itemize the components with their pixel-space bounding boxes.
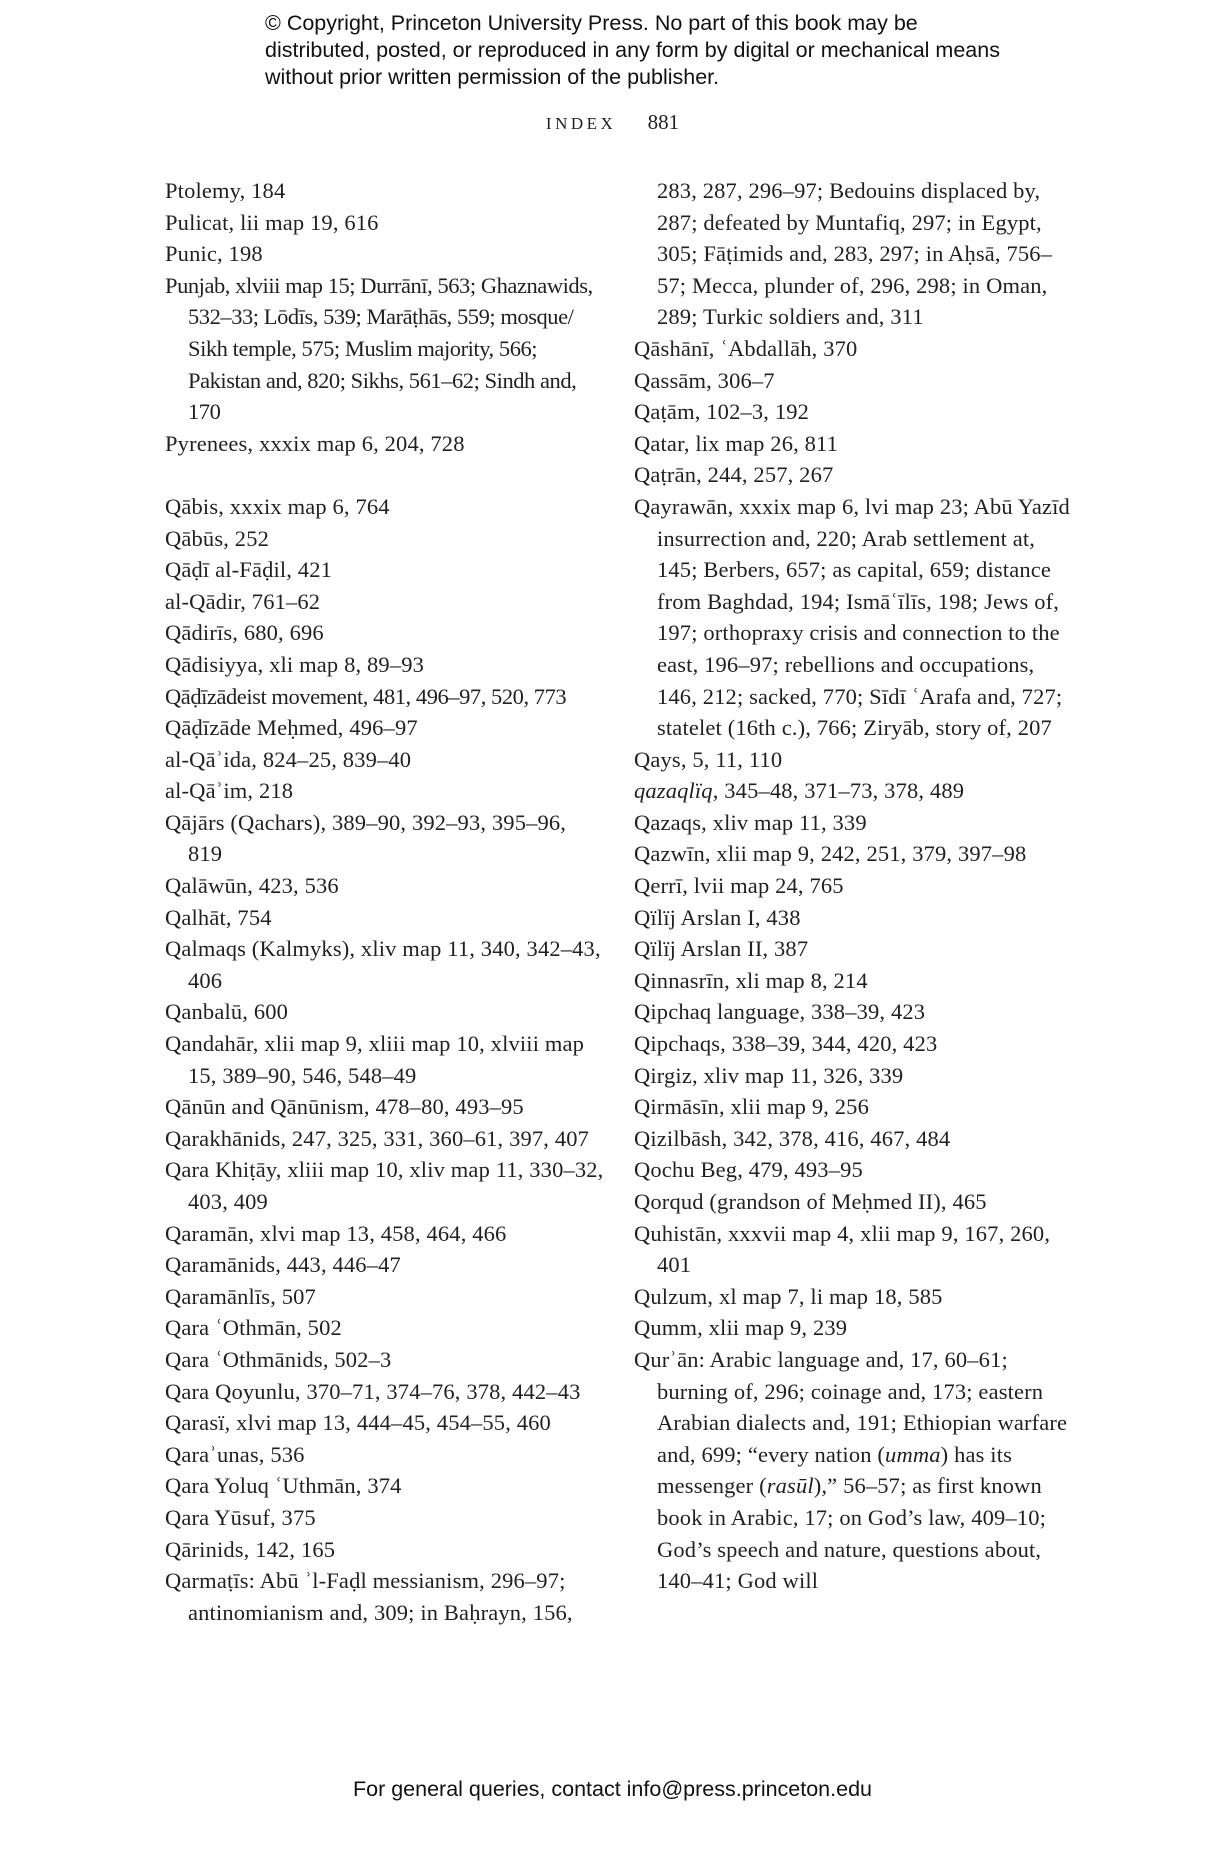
index-entry bbox=[634, 870, 1074, 902]
index-entry bbox=[165, 933, 605, 996]
page-number: 881 bbox=[647, 110, 680, 134]
entry-text: Qāḍīzādeist movement, 481, 496–97, 520, 773 bbox=[165, 683, 567, 709]
entry-text: Qādisiyya, xli map 8, 89–93 bbox=[165, 651, 425, 677]
entry-text: Qara Yūsuf, 375 bbox=[165, 1504, 316, 1530]
entry-text: , 345–48, 371–73, 378, 489 bbox=[712, 778, 965, 804]
index-entry bbox=[165, 523, 605, 555]
entry-text: Qulzum, xl map 7, li map 18, 585 bbox=[634, 1283, 943, 1309]
index-entry bbox=[634, 365, 1074, 397]
index-entry bbox=[165, 744, 605, 776]
index-entry bbox=[165, 1028, 605, 1091]
entry-text: Qarmaṭīs: Abū ʾl-Faḍl messianism, 296–97; antinomianism and, 309; in Baḥrayn, 156, bbox=[165, 1568, 573, 1625]
entry-text: Qochu Beg, 479, 493–95 bbox=[634, 1157, 863, 1183]
index-entry bbox=[165, 207, 605, 239]
italic-term: umma bbox=[885, 1441, 941, 1467]
entry-text: Qïlïj Arslan I, 438 bbox=[634, 904, 801, 930]
copyright-notice: © Copyright, Princeton University Press. No part of this book may be distributed, posted, or reproduced in any form by digital or mechanical means without prior written permission of the publisher. bbox=[265, 11, 1000, 89]
index-entry bbox=[634, 459, 1074, 491]
entry-text: Qazaqs, xliv map 11, 339 bbox=[634, 809, 867, 835]
entry-text: Qurʾān: Arabic language and, 17, 60–61; burning of, 296; coinage and, 173; eastern Arabian dialects and, 191; Ethiopian warfare and, 699; “every nation ( bbox=[634, 1346, 1068, 1467]
entry-text: Qïlïj Arslan II, 387 bbox=[634, 936, 809, 962]
index-entry bbox=[165, 649, 605, 681]
entry-text: Qāḍī al-Fāḍil, 421 bbox=[165, 557, 333, 583]
index-entry bbox=[165, 712, 605, 744]
index-entry bbox=[165, 428, 605, 460]
entry-text: Qalāwūn, 423, 536 bbox=[165, 873, 339, 899]
entry-text: Qara Khiṭāy, xliii map 10, xliv map 11, 330–32, 403, 409 bbox=[165, 1157, 604, 1214]
index-entry bbox=[165, 996, 605, 1028]
entry-text: ) has its messenger ( bbox=[657, 1441, 1013, 1499]
entry-text: Qazwīn, xlii map 9, 242, 251, 379, 397–98 bbox=[634, 841, 1027, 867]
entry-text: Qerrī, lvii map 24, 765 bbox=[634, 873, 844, 899]
entry-text: Qara ʿOthmānids, 502–3 bbox=[165, 1346, 392, 1372]
index-entry bbox=[165, 1376, 605, 1408]
entry-text: Qalhāt, 754 bbox=[165, 904, 272, 930]
entry-text: Qāshānī, ʿAbdallāh, 370 bbox=[634, 335, 858, 361]
italic-term: rasūl bbox=[766, 1473, 814, 1499]
entry-text: Qumm, xlii map 9, 239 bbox=[634, 1315, 848, 1341]
entry-text: Qājārs (Qachars), 389–90, 392–93, 395–96, 819 bbox=[165, 809, 567, 867]
letter-section-gap bbox=[165, 459, 605, 491]
index-entry bbox=[165, 1123, 605, 1155]
index-entry bbox=[165, 1470, 605, 1502]
index-entry bbox=[634, 775, 1074, 807]
entry-text: Qizilbāsh, 342, 378, 416, 467, 484 bbox=[634, 1125, 951, 1151]
index-entry bbox=[165, 1344, 605, 1376]
entry-text: Qāḍīzāde Meḥmed, 496–97 bbox=[165, 715, 418, 741]
index-entry bbox=[634, 1312, 1074, 1344]
index-entry bbox=[165, 238, 605, 270]
entry-text: Qaraʾunas, 536 bbox=[165, 1441, 305, 1467]
italic-headword: qazaqlïq bbox=[634, 778, 713, 804]
entry-text: al-Qāʾida, 824–25, 839–40 bbox=[165, 746, 412, 772]
entry-text: Qirmāsīn, xlii map 9, 256 bbox=[634, 1094, 869, 1120]
entry-text: Pyrenees, xxxix map 6, 204, 728 bbox=[165, 430, 465, 456]
index-entry bbox=[634, 428, 1074, 460]
index-entry bbox=[165, 1565, 605, 1628]
entry-text: Qaṭrān, 244, 257, 267 bbox=[634, 462, 834, 488]
index-entry bbox=[634, 965, 1074, 997]
index-column-right bbox=[634, 175, 1074, 1597]
entry-text: Qassām, 306–7 bbox=[634, 367, 775, 393]
entry-text: al-Qāʾim, 218 bbox=[165, 778, 294, 804]
entry-text: 283, 287, 296–97; Bedouins displaced by, 287; defeated by Muntafiq, 297; in Egypt, 305; Fāṭimids and, 283, 297; in Aḥsā, 756–57; Mecca, plunder of, 296, 298; in Oman, 289; Turkic soldiers and, 311 bbox=[657, 178, 1053, 330]
index-entry bbox=[165, 870, 605, 902]
index-entry bbox=[634, 333, 1074, 365]
index-entry bbox=[165, 1281, 605, 1313]
index-entry bbox=[165, 175, 605, 207]
index-entry bbox=[165, 1502, 605, 1534]
index-entry bbox=[634, 1281, 1074, 1313]
entry-text: Qādirīs, 680, 696 bbox=[165, 620, 324, 646]
running-head bbox=[0, 110, 1225, 135]
entry-text: Qābis, xxxix map 6, 764 bbox=[165, 493, 390, 519]
index-entry bbox=[634, 807, 1074, 839]
index-entry bbox=[634, 1186, 1074, 1218]
entry-text: Qalmaqs (Kalmyks), xliv map 11, 340, 342–43, 406 bbox=[165, 936, 601, 993]
index-entry bbox=[634, 902, 1074, 934]
entry-text: Pulicat, lii map 19, 616 bbox=[165, 209, 379, 235]
entry-text: Qaramānlīs, 507 bbox=[165, 1283, 316, 1309]
index-entry-continued bbox=[634, 175, 1074, 333]
index-entry bbox=[165, 1218, 605, 1250]
index-entry bbox=[634, 1218, 1074, 1281]
index-entry bbox=[634, 396, 1074, 428]
index-column-left bbox=[165, 175, 605, 1628]
index-entry bbox=[634, 1091, 1074, 1123]
entry-text: al-Qādir, 761–62 bbox=[165, 588, 321, 614]
index-entry bbox=[165, 270, 605, 428]
entry-text: Qandahār, xlii map 9, xliii map 10, xlviii map 15, 389–90, 546, 548–49 bbox=[165, 1031, 585, 1088]
index-entry bbox=[634, 1028, 1074, 1060]
index-entry bbox=[165, 1534, 605, 1566]
entry-text: Qānūn and Qānūnism, 478–80, 493–95 bbox=[165, 1094, 524, 1120]
entry-text: Qarakhānids, 247, 325, 331, 360–61, 397, 407 bbox=[165, 1125, 590, 1151]
entry-text: Qābūs, 252 bbox=[165, 525, 269, 551]
entry-text: Punjab, xlviii map 15; Durrānī, 563; Ghaznawids, 532–33; Lōdīs, 539; Marāṭhās, 559; mosque/ Sikh temple, 575; Muslim majority, 566; Pakistan and, 820; Sikhs, 561–62; Sindh and, 170 bbox=[165, 272, 593, 425]
index-entry bbox=[165, 681, 605, 713]
entry-text: Qorqud (grandson of Meḥmed II), 465 bbox=[634, 1189, 987, 1214]
index-entry bbox=[165, 586, 605, 618]
entry-text: Qara Qoyunlu, 370–71, 374–76, 378, 442–43 bbox=[165, 1378, 581, 1404]
index-entry bbox=[165, 1154, 605, 1217]
index-entry bbox=[165, 491, 605, 523]
index-entry bbox=[634, 1123, 1074, 1155]
entry-text: Qara Yoluq ʿUthmān, 374 bbox=[165, 1473, 402, 1499]
index-entry bbox=[634, 996, 1074, 1028]
entry-text: Qaramānids, 443, 446–47 bbox=[165, 1252, 401, 1278]
index-entry bbox=[165, 1407, 605, 1439]
entry-text: Ptolemy, 184 bbox=[165, 178, 286, 203]
running-head-label: INDEX bbox=[545, 114, 617, 133]
index-entry bbox=[634, 744, 1074, 776]
entry-text: Qārinids, 142, 165 bbox=[165, 1536, 336, 1562]
entry-text: Qanbalū, 600 bbox=[165, 999, 289, 1025]
index-entry bbox=[165, 775, 605, 807]
index-entry bbox=[634, 1154, 1074, 1186]
entry-text: Qipchaq language, 338–39, 423 bbox=[634, 999, 926, 1025]
index-entry bbox=[165, 554, 605, 586]
entry-text: Qaṭām, 102–3, 192 bbox=[634, 399, 810, 425]
index-entry bbox=[165, 1249, 605, 1281]
entry-text: Qarasï, xlvi map 13, 444–45, 454–55, 460 bbox=[165, 1410, 551, 1436]
index-entry bbox=[634, 1344, 1074, 1597]
entry-text: Qayrawān, xxxix map 6, lvi map 23; Abū Yazīd insurrection and, 220; Arab settlement at, 145; Berbers, 657; as capital, 659; distance from Baghdad, 194; Ismāʿīlīs, 198; Jews of, 197; orthopraxy crisis and connection to the east, 196–97; rebellions and occupations, 146, 212; sacked, 770; Sīdī ʿArafa and, 727; statelet (16th c.), 766; Ziryāb, story of, 207 bbox=[634, 493, 1070, 741]
entry-text: Qirgiz, xliv map 11, 326, 339 bbox=[634, 1062, 904, 1088]
index-entry bbox=[165, 1439, 605, 1471]
entry-text: Qatar, lix map 26, 811 bbox=[634, 430, 839, 456]
footer-contact: For general queries, contact info@press.princeton.edu bbox=[352, 1777, 872, 1801]
index-entry bbox=[634, 1060, 1074, 1092]
entry-text: ),” 56–57; as first known book in Arabic, 17; on God’s law, 409–10; God’s speech and nature, questions about, 140–41; God will bbox=[657, 1473, 1047, 1594]
index-entry bbox=[165, 1312, 605, 1344]
entry-text: Punic, 198 bbox=[165, 241, 263, 267]
index-entry bbox=[165, 617, 605, 649]
entry-text: Qaramān, xlvi map 13, 458, 464, 466 bbox=[165, 1220, 507, 1246]
entry-text: Qara ʿOthmān, 502 bbox=[165, 1315, 342, 1341]
entry-text: Qinnasrīn, xli map 8, 214 bbox=[634, 967, 868, 993]
index-entry bbox=[634, 491, 1074, 744]
index-entry bbox=[165, 1091, 605, 1123]
index-entry bbox=[165, 807, 605, 870]
entry-text: Quhistān, xxxvii map 4, xlii map 9, 167, 260, 401 bbox=[634, 1220, 1051, 1278]
index-entry bbox=[634, 838, 1074, 870]
index-entry bbox=[634, 933, 1074, 965]
index-entry bbox=[165, 902, 605, 934]
entry-text: Qays, 5, 11, 110 bbox=[634, 746, 783, 772]
entry-text: Qipchaqs, 338–39, 344, 420, 423 bbox=[634, 1031, 938, 1057]
